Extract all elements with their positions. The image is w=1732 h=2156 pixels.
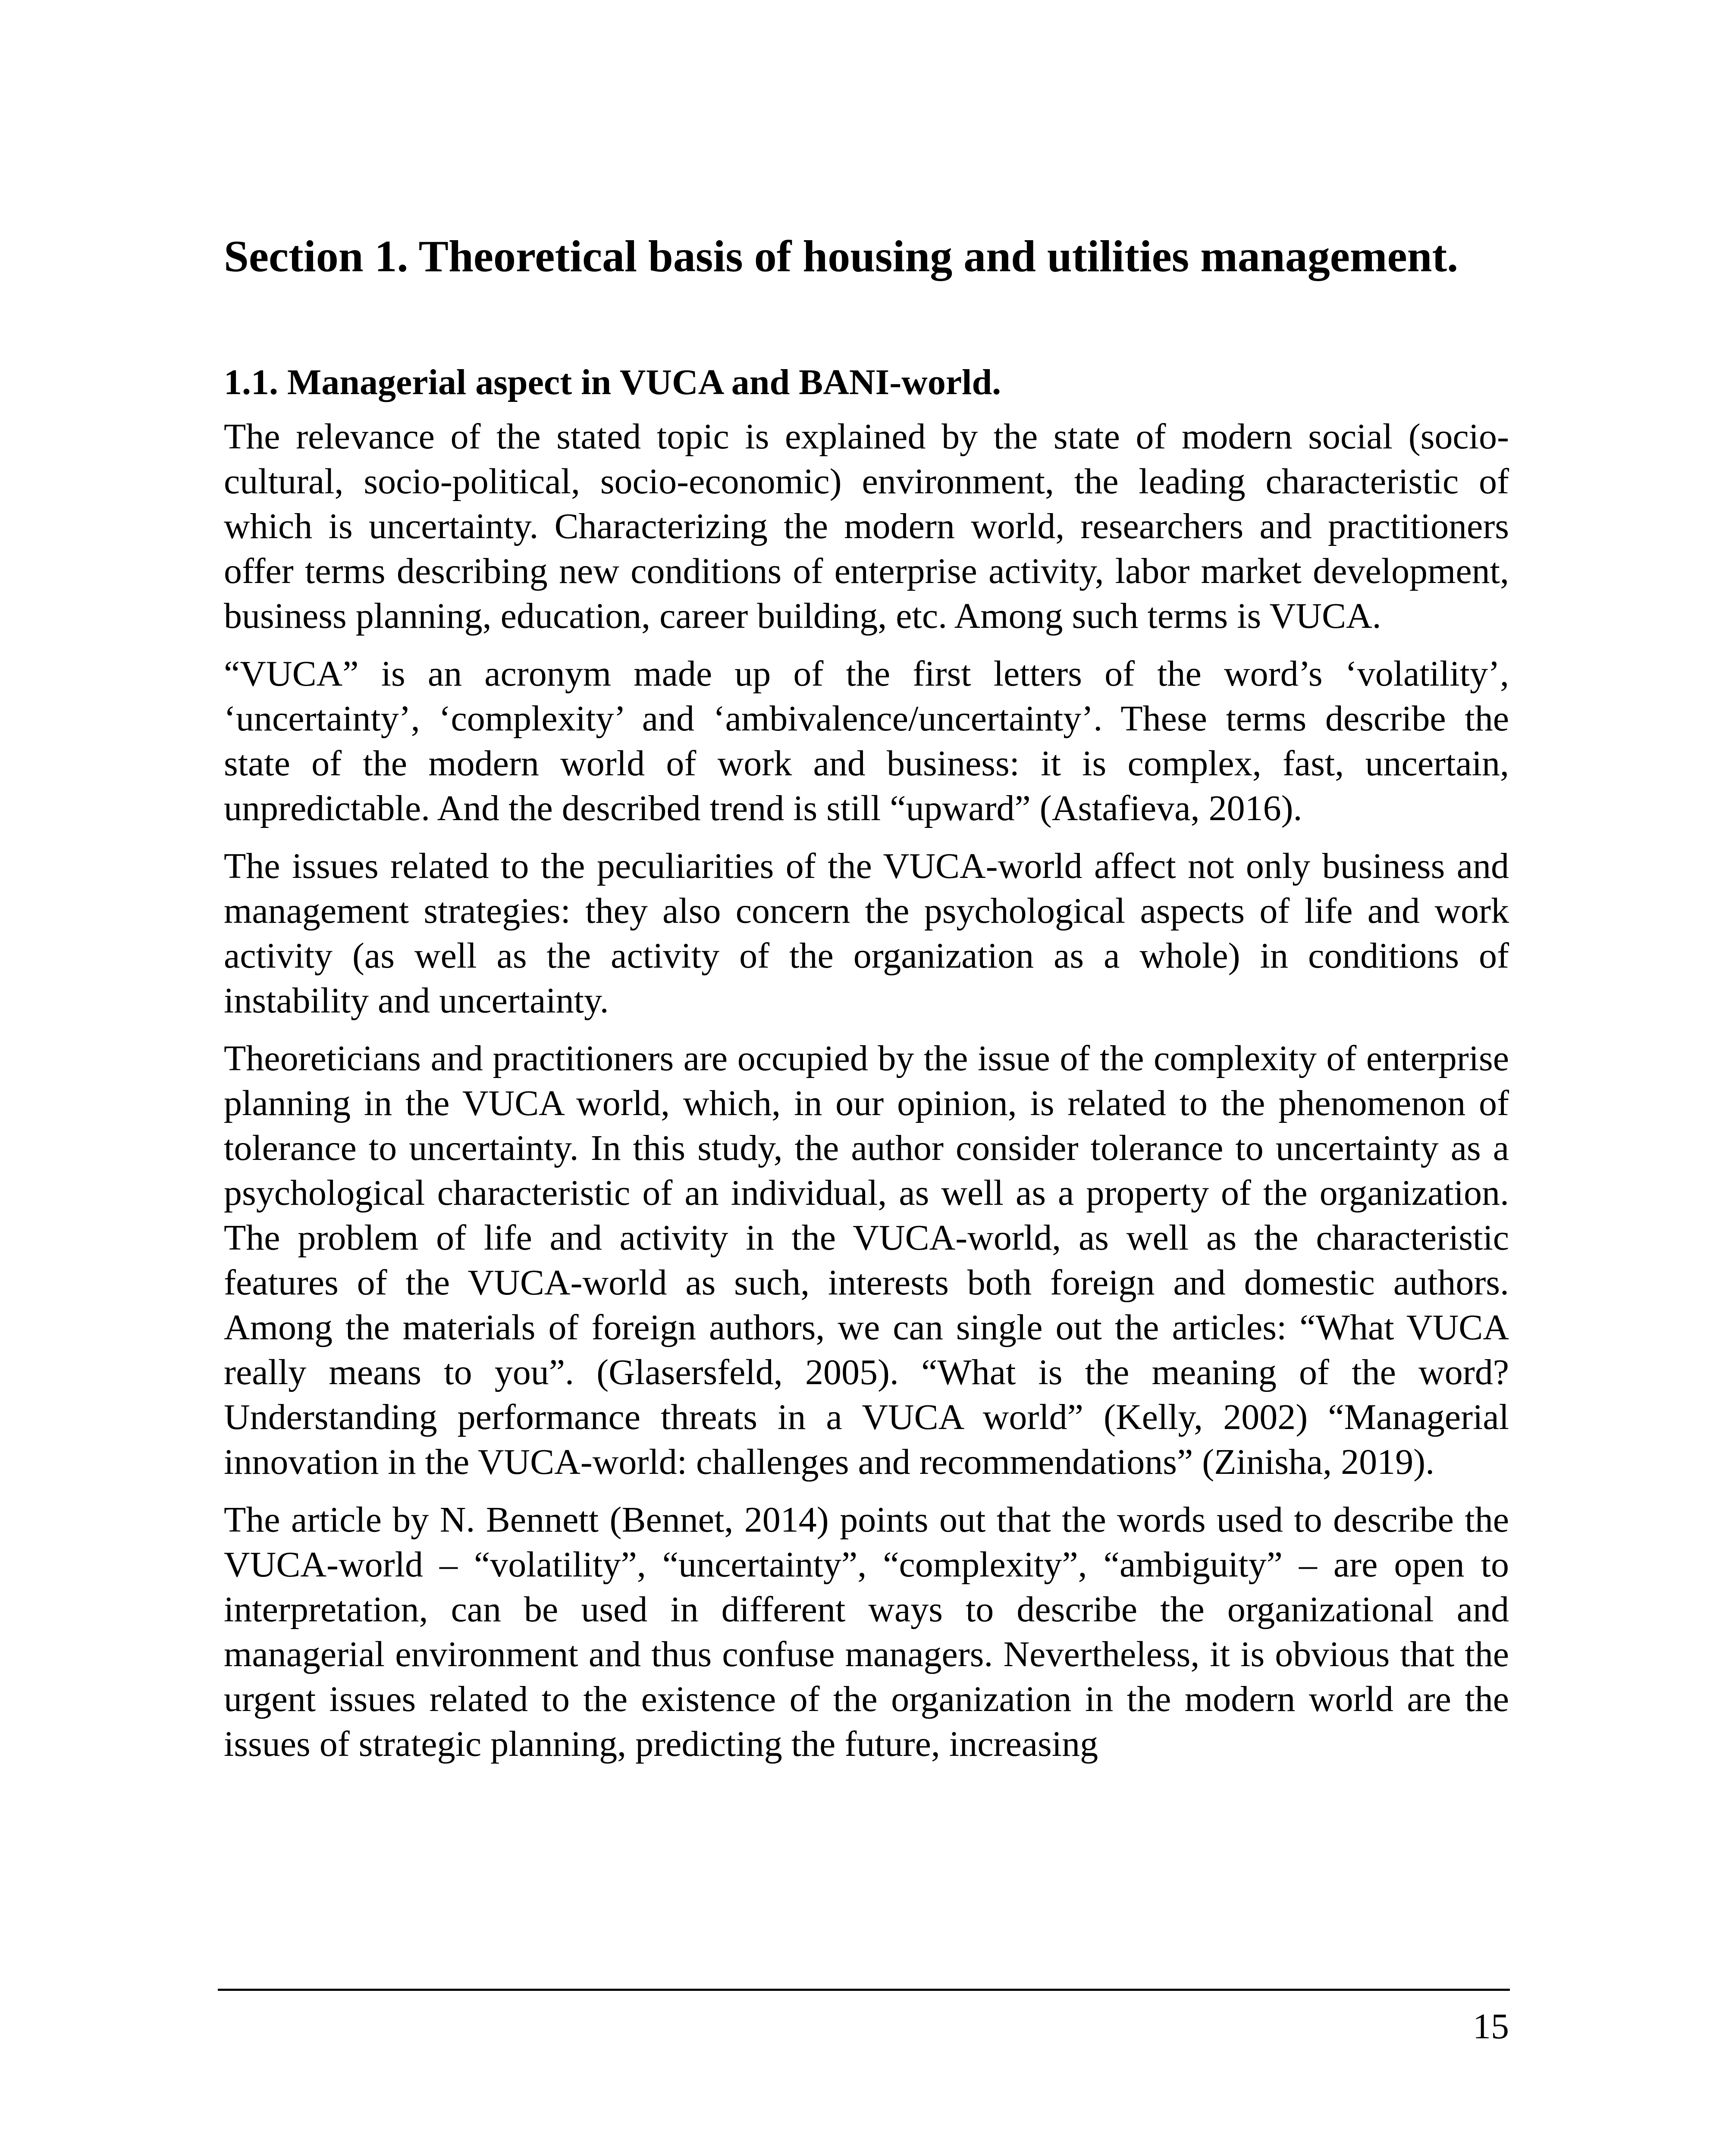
section-heading: Section 1. Theoretical basis of housing and utilities management.: [224, 232, 1459, 281]
paragraph: The relevance of the stated topic is explained by the state of modern social (socio-cultural, socio-political, socio-economic) environment, the leading characteristic of which is uncertainty. Characterizing the modern world, researchers and practitioners offer terms describing new conditions of enterprise activity, labor market development, business planning, education, career building, etc. Among such terms is VUCA.: [224, 417, 1509, 636]
subsection-heading: 1.1. Managerial aspect in VUCA and BANI-world.: [224, 362, 1001, 402]
footer-divider: [218, 1989, 1510, 1991]
paragraph: The article by N. Bennett (Bennet, 2014) points out that the words used to describe the VUCA-world – “volatility”, “uncertainty”, “complexity”, “ambiguity” – are open to interpretation, can be used in different ways to describe the organizational and managerial environment and thus confuse managers. Nevertheless, it is obvious that the urgent issues related to the existence of the organization in the modern world are the issues of strategic planning, predicting the future, increasing: [224, 1500, 1509, 1764]
paragraph: “VUCA” is an acronym made up of the first letters of the word’s ‘volatility’, ‘uncertainty’, ‘complexity’ and ‘ambivalence/uncertainty’. These terms describe the state of the modern world of work and business: it is complex, fast, uncertain, unpredictable. And the described trend is still “upward” (Astafieva, 2016).: [224, 654, 1509, 828]
page-number: 15: [1473, 2006, 1509, 2046]
paragraph: The issues related to the peculiarities of the VUCA-world affect not only business and management strategies: they also concern the psychological aspects of life and work activity (as well as the activity of the organization as a whole) in conditions of instability and uncertainty.: [224, 846, 1509, 1021]
page-content: [224, 224, 1509, 1767]
paragraph: Theoreticians and practitioners are occupied by the issue of the complexity of enterprise planning in the VUCA world, which, in our opinion, is related to the phenomenon of tolerance to uncertainty. In this study, the author consider tolerance to uncertainty as a psychological characteristic of an individual, as well as a property of the organization. The problem of life and activity in the VUCA-world, as well as the characteristic features of the VUCA-world as such, interests both foreign and domestic authors. Among the materials of foreign authors, we can single out the articles: “What VUCA really means to you”. (Glasersfeld, 2005). “What is the meaning of the word? Understanding performance threats in a VUCA world” (Kelly, 2002) “Managerial innovation in the VUCA-world: challenges and recommendations” (Zinisha, 2019).: [224, 1038, 1509, 1482]
